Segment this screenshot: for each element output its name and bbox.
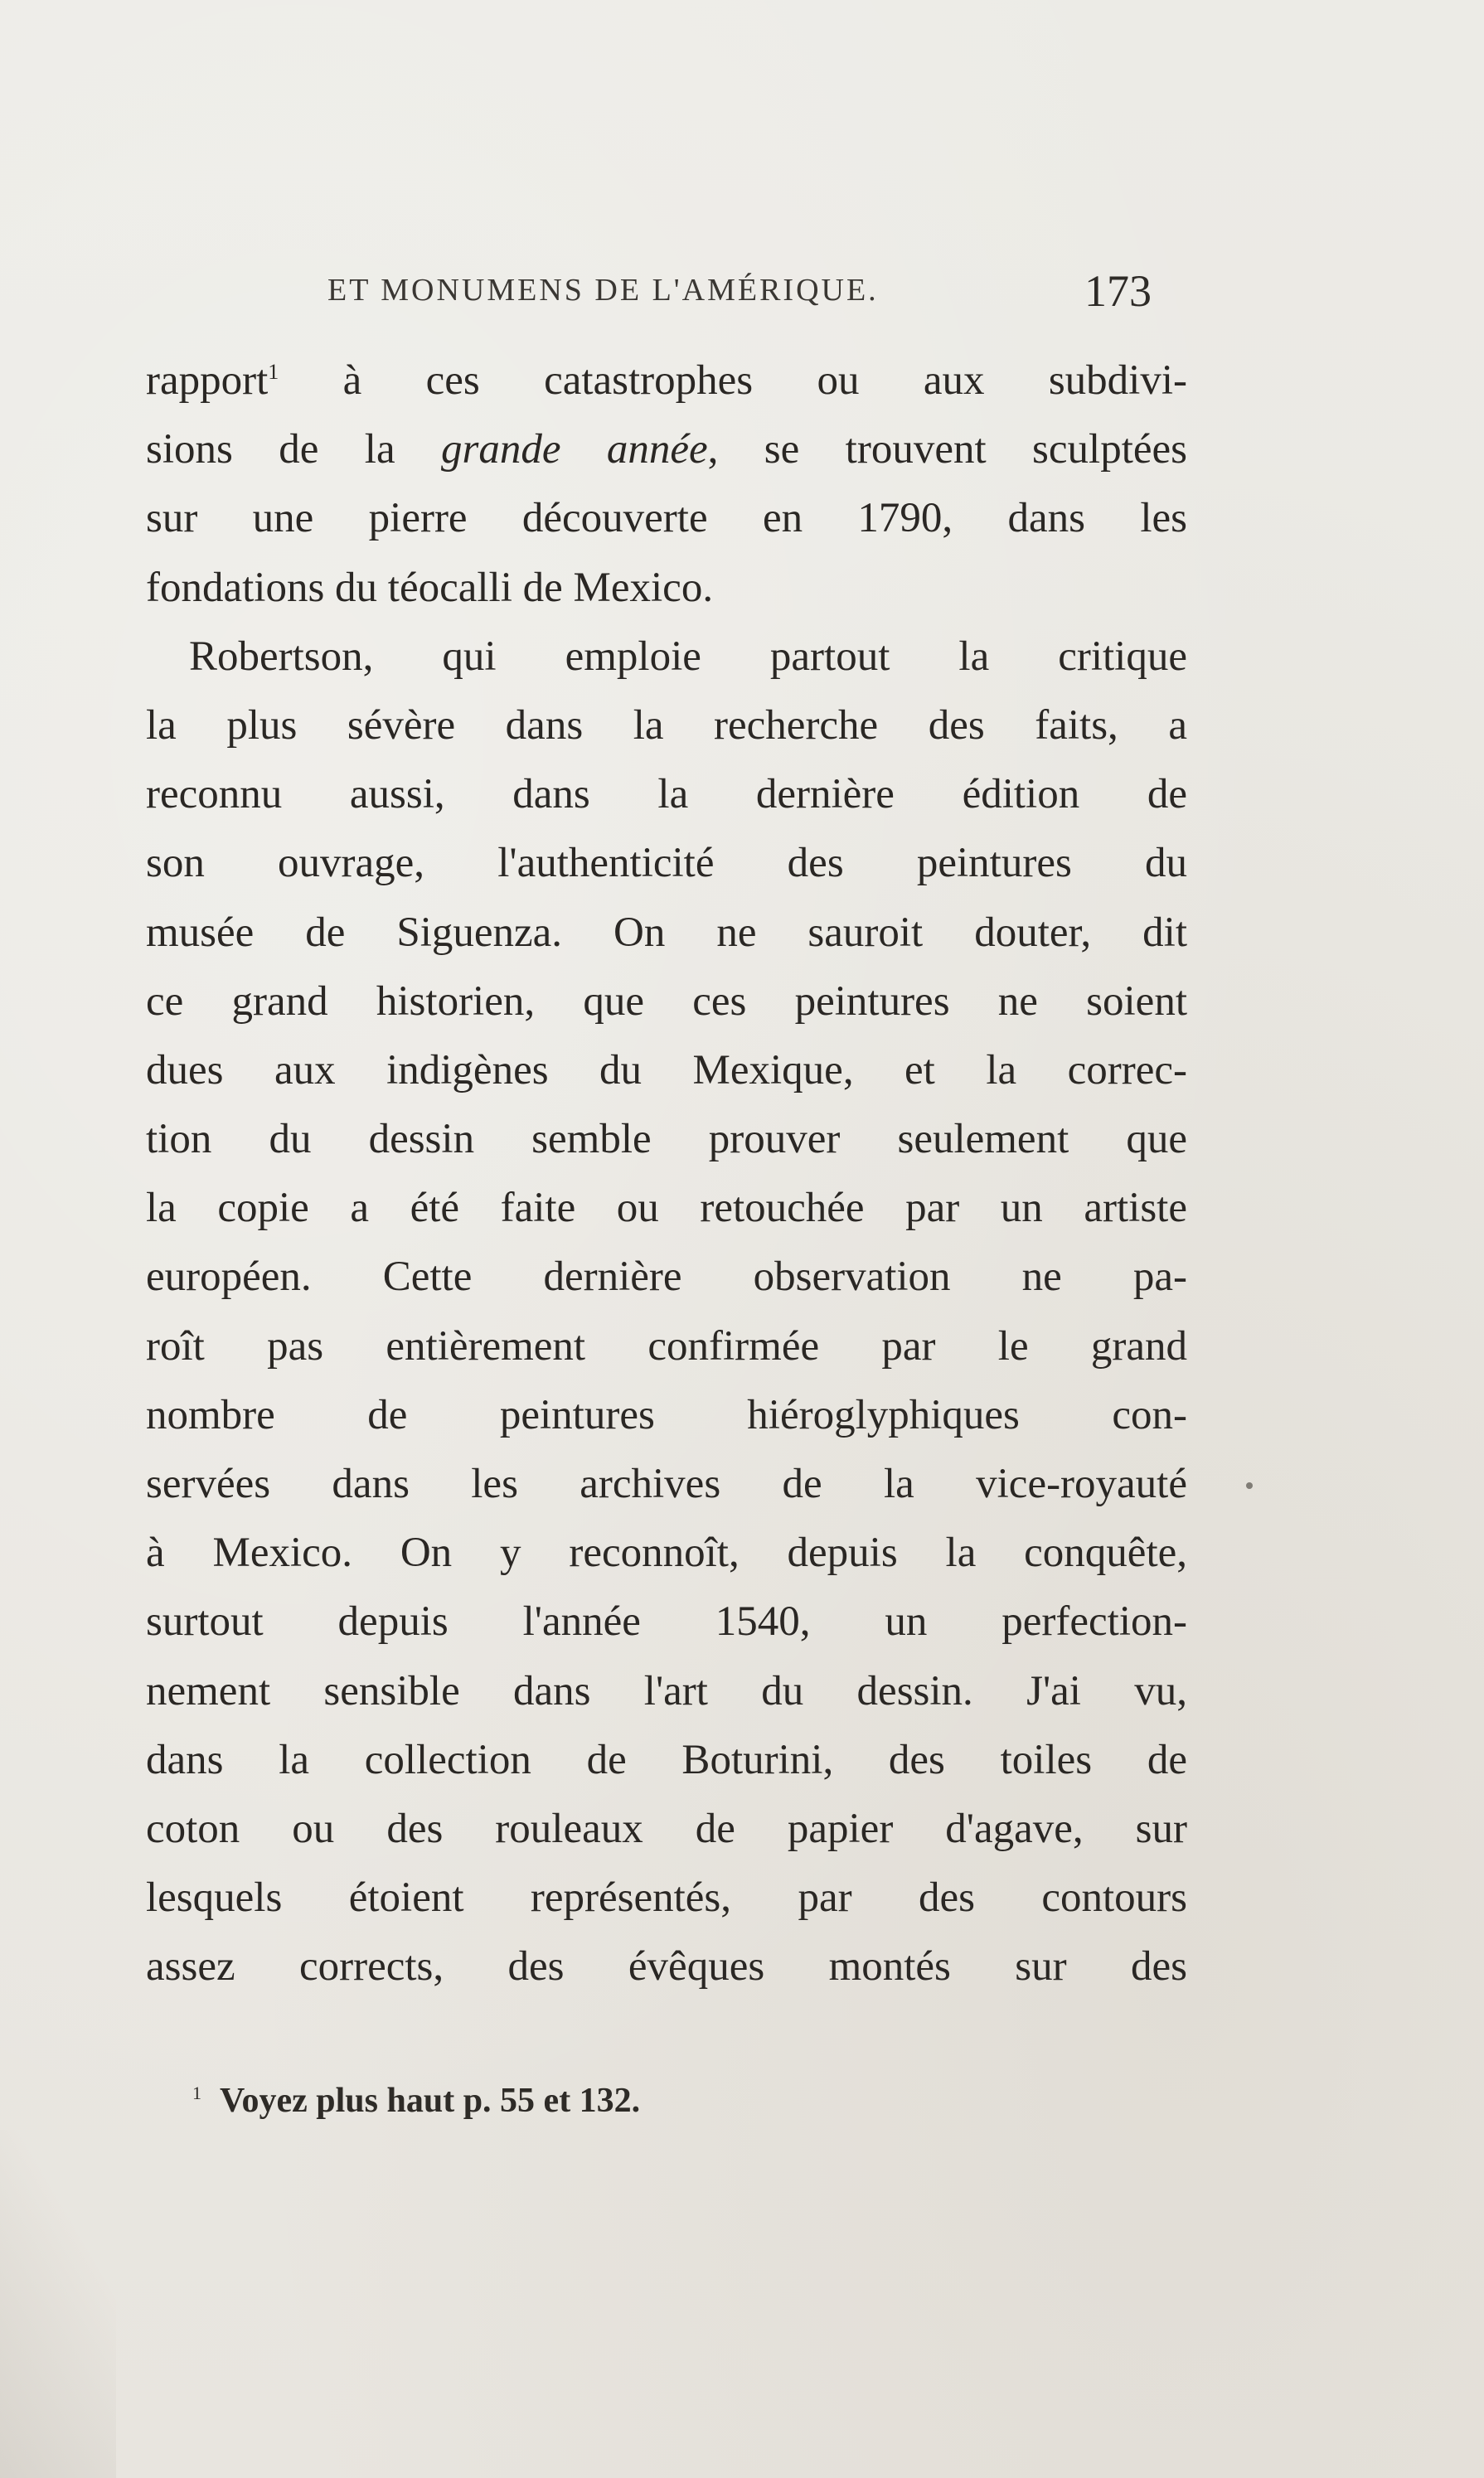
text-line: roît pas entièrement confirmée par le grand — [146, 1322, 1187, 1370]
text-line: surtout depuis l'année 1540, un perfection- — [146, 1598, 1187, 1646]
text-line: sur une pierre découverte en 1790, dans les — [146, 495, 1187, 542]
text-line: européen. Cette dernière observation ne pa- — [146, 1254, 1187, 1301]
text-line: à Mexico. On y reconnoît, depuis la conquête, — [146, 1530, 1187, 1577]
footnote-text: Voyez plus haut p. 55 et 132. — [220, 2082, 641, 2120]
page-edge-shadow — [0, 2130, 116, 2478]
text-line: servées dans les archives de la vice-royauté — [146, 1461, 1187, 1507]
text-line: ce grand historien, que ces peintures ne soient — [146, 977, 1187, 1025]
text-line: tion du dessin semble prouver seulement que — [146, 1116, 1187, 1163]
line-text: sions de la — [146, 426, 441, 473]
text-line: son ouvrage, l'authenticité des peintures du — [146, 840, 1187, 887]
text-line — [146, 347, 1187, 415]
text-line: la plus sévère dans la recherche des faits, a — [146, 701, 1187, 749]
text-line: reconnu aussi, dans la dernière édition de — [146, 771, 1187, 818]
text-line: lesquels étoient représentés, par des contours — [146, 1874, 1187, 1922]
footnote-mark: 1 — [192, 2083, 201, 2103]
text-line: musée de Siguenza. On ne sauroit douter, dit — [146, 909, 1187, 956]
italic-phrase: grande année — [441, 426, 708, 473]
page-number: 173 — [1084, 266, 1152, 316]
line-text: rapport — [146, 357, 269, 404]
paper-speck — [1246, 1482, 1253, 1489]
text-line: coton ou des rouleaux de papier d'agave, sur — [146, 1805, 1187, 1852]
text-line: dans la collection de Boturini, des toiles de — [146, 1736, 1187, 1783]
text-line: assez corrects, des évêques montés sur des — [146, 1943, 1187, 1991]
running-head — [0, 267, 1484, 325]
text-line: fondations du téocalli de Mexico. — [146, 564, 714, 611]
body-text — [146, 347, 1187, 2002]
text-line: nombre de peintures hiéroglyphiques con- — [146, 1391, 1187, 1438]
text-line — [146, 415, 1187, 484]
footnote-reference: 1 — [268, 360, 279, 384]
footnote — [192, 2081, 640, 2121]
running-head-title: ET MONUMENS DE L'AMÉRIQUE. — [327, 273, 879, 308]
text-line: nement sensible dans l'art du dessin. J'ai vu, — [146, 1667, 1187, 1714]
text-line: la copie a été faite ou retouchée par un artiste — [146, 1185, 1187, 1232]
line-text: à ces catastrophes ou aux subdivi- — [279, 357, 1187, 404]
text-line: dues aux indigènes du Mexique, et la correc- — [146, 1046, 1187, 1094]
line-text: , se trouvent sculptées — [707, 426, 1187, 473]
paragraph-start-line: Robertson, qui emploie partout la critique — [189, 633, 1187, 680]
